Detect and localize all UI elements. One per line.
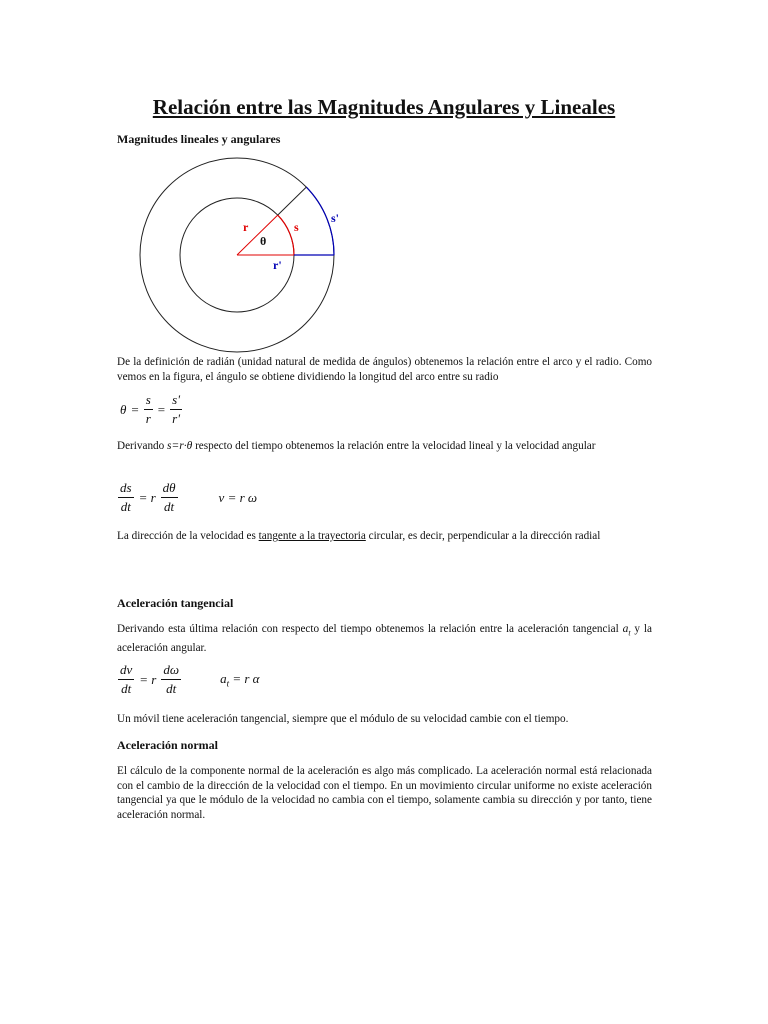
label-r-prime: r' xyxy=(273,258,282,272)
eq2-dtheta: dθ xyxy=(161,480,178,498)
paragraph-radian: De la definición de radián (unidad natural de medida de ángulos) obtenemos la relación entre el arco y el radio. Como vemos en la figura, el ángulo se obtiene dividiendo la longitud del arco entre su radio xyxy=(117,356,652,383)
eq1-frac-s-r xyxy=(144,392,153,427)
eq2-v: v = r ω xyxy=(218,489,258,505)
paragraph-direccion-velocidad xyxy=(117,529,652,544)
eq3-frac-dv-dt xyxy=(118,662,134,697)
eq3-domega: dω xyxy=(161,662,181,680)
label-s-prime: s' xyxy=(331,211,340,225)
para3-before: La dirección de la velocidad es xyxy=(117,530,259,542)
section-heading-lineales: Magnitudes lineales y angulares xyxy=(117,132,281,146)
eq2-eq-r: = r xyxy=(138,489,156,505)
paragraph-aceleracion-normal: El cálculo de la componente normal de la aceleración es algo más complicado. La aceleración normal está relacionada con el cambio de la dirección de la velocidad con el tiempo. En un movimiento circular uniforme no existe aceleración tangencial ya que le módulo de la velocidad no cambia con el tiempo, solamente cambia su dirección y por tanto, tiene aceleración normal. xyxy=(117,765,652,821)
eq1-r-prime: r' xyxy=(172,411,180,426)
eq3-at: $a_t = r$ α xyxy=(220,670,260,689)
eq2-ds: ds xyxy=(118,480,134,498)
para2-before: Derivando xyxy=(117,440,168,452)
eq1-r: r xyxy=(145,411,151,426)
eq1-frac-sprime-rprime xyxy=(170,392,182,427)
eq3-dt: dt xyxy=(121,681,132,696)
equation-acceleration xyxy=(118,662,259,697)
eq1-s-prime: s' xyxy=(170,392,182,410)
para4-after: y la aceleración angular. xyxy=(117,623,652,654)
radius-extension xyxy=(278,187,307,215)
eq3-eq-r: = r xyxy=(139,671,157,687)
eq2-dt-2: dt xyxy=(164,499,175,514)
section-heading-tangencial: Aceleración tangencial xyxy=(117,596,234,610)
eq2-dt: dt xyxy=(120,499,131,514)
equation-theta xyxy=(120,392,182,427)
section-heading-normal: Aceleración normal xyxy=(117,738,218,752)
eq3-frac-domega-dt xyxy=(161,662,181,697)
eq3-dv: dv xyxy=(118,662,134,680)
label-r: r xyxy=(243,220,249,234)
paragraph-movil-tangencial: Un móvil tiene aceleración tangencial, siempre que el módulo de su velocidad cambie con el tiempo. xyxy=(117,713,569,725)
eq1-equals-2: = xyxy=(157,401,166,417)
paragraph-derivando-s xyxy=(117,439,652,454)
label-s: s xyxy=(294,220,299,234)
para4-at: $a_t$ xyxy=(622,623,631,638)
arc-s xyxy=(278,215,294,255)
arc-s-prime xyxy=(306,187,334,255)
para3-after: circular, es decir, perpendicular a la dirección radial xyxy=(365,530,601,542)
para2-after: respecto del tiempo obtenemos la relación entre la velocidad lineal y la velocidad angular xyxy=(192,440,596,452)
eq3-dt-2: dt xyxy=(166,681,177,696)
label-theta: θ xyxy=(260,234,267,248)
eq1-s: s xyxy=(144,392,153,410)
equation-velocity xyxy=(118,480,257,515)
eq1-equals-1: = xyxy=(131,401,139,417)
para4-before: Derivando esta última relación con respecto del tiempo obtenemos la relación entre la aceleración tangencial xyxy=(117,623,623,635)
eq2-frac-dtheta-dt xyxy=(161,480,178,515)
paragraph-derivando-velocidad xyxy=(117,622,652,655)
eq2-frac-ds-dt xyxy=(118,480,134,515)
link-tangente[interactable]: tangente a la trayectoria xyxy=(258,530,366,542)
eq1-theta: θ xyxy=(120,401,127,417)
circle-diagram xyxy=(130,150,350,355)
para2-formula: s=r·θ xyxy=(167,440,193,452)
page-title: Relación entre las Magnitudes Angulares y Lineales xyxy=(152,95,616,119)
